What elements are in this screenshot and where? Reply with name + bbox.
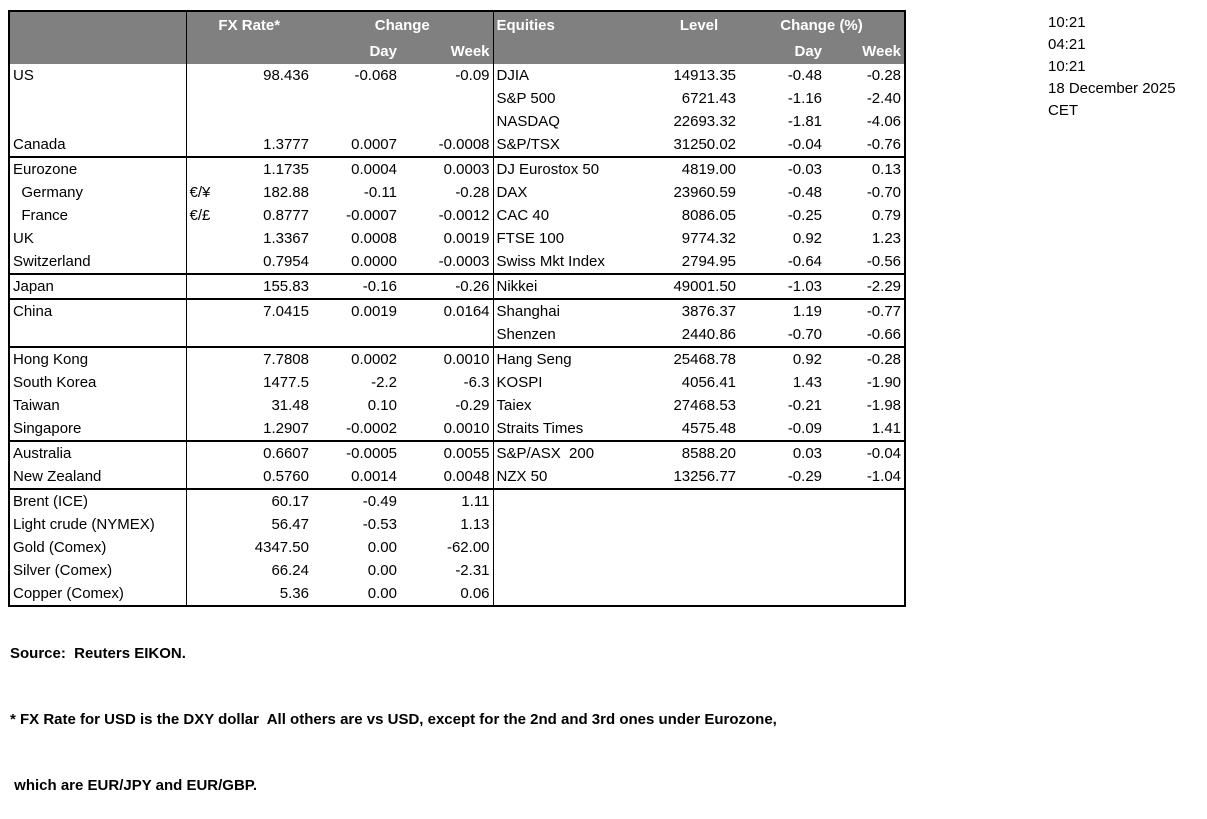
equity-day-change: 0.92	[739, 347, 825, 371]
currency-pair	[186, 250, 226, 274]
equity-day-change: -0.64	[787, 253, 823, 270]
header-corner-blank	[10, 12, 186, 38]
currency-pair	[186, 87, 226, 110]
header-equities: Equities	[493, 12, 659, 38]
equity-level	[659, 513, 739, 536]
equity-name: DAX	[496, 184, 528, 201]
country-label: Copper (Comex)	[10, 582, 186, 605]
fx-rate-value	[226, 323, 312, 347]
equity-day-change: -1.16	[787, 90, 823, 107]
currency-pair	[186, 371, 226, 394]
fx-week-change: 0.0010	[400, 417, 493, 441]
fx-day-change: -0.0002	[346, 420, 397, 437]
currency-pair	[186, 157, 226, 181]
fx-week-change: 0.0003	[400, 157, 493, 181]
equity-week-change	[825, 513, 904, 536]
equity-name	[493, 536, 659, 559]
equity-level: 14913.35	[673, 67, 737, 84]
equity-name: NZX 50	[496, 468, 548, 485]
fx-rate-value: 7.0415	[226, 299, 312, 323]
fx-day-change: -2.2	[371, 374, 397, 391]
fx-rate-value	[226, 87, 312, 110]
equity-level: 6721.43	[681, 90, 737, 107]
equity-name: Taiex	[496, 397, 532, 414]
currency-pair	[186, 299, 226, 323]
fx-rate-value: 0.8777	[263, 207, 309, 224]
equity-name: CAC 40	[496, 207, 550, 224]
header-blank-level	[659, 38, 739, 64]
equity-name: FTSE 100	[496, 230, 565, 247]
equity-level	[659, 489, 739, 513]
table-row	[10, 536, 904, 559]
equity-name: NASDAQ	[496, 113, 560, 130]
equity-level: 31250.02	[673, 136, 737, 153]
table-row	[10, 110, 904, 133]
fx-rate-value: 155.83	[226, 274, 312, 299]
equity-week-change: -1.90	[866, 374, 902, 391]
equity-name	[493, 513, 659, 536]
equity-day-change	[739, 559, 825, 582]
table-row	[10, 347, 904, 371]
equity-level	[659, 536, 739, 559]
equity-name: DJIA	[496, 67, 530, 84]
fx-week-change: -0.0003	[400, 250, 493, 274]
country-label	[10, 87, 186, 110]
equity-week-change: -0.66	[866, 326, 902, 343]
header-blank-label	[10, 38, 186, 64]
equity-day-change: -0.29	[787, 468, 823, 485]
country-label	[10, 110, 186, 133]
fx-rate-value: 1477.5	[263, 374, 309, 391]
header-equity-change-pct: Change (%)	[739, 12, 904, 38]
equity-week-change	[825, 582, 904, 605]
equity-name: S&P 500	[496, 90, 556, 107]
fx-rate-value: 7.7808	[226, 347, 312, 371]
fx-day-change: -0.0005	[312, 441, 400, 465]
country-label: Light crude (NYMEX)	[10, 513, 186, 536]
fx-week-change: -0.09	[400, 64, 493, 87]
country-label: Australia	[10, 441, 186, 465]
table-row	[10, 489, 904, 513]
equity-level: 23960.59	[673, 184, 737, 201]
fx-rate-value: 31.48	[271, 397, 309, 414]
equity-week-change: 1.23	[871, 230, 902, 247]
equity-level: 2440.86	[681, 326, 737, 343]
country-label: Silver (Comex)	[10, 559, 186, 582]
equity-week-change: 0.79	[871, 207, 902, 224]
equity-day-change: 1.43	[792, 374, 823, 391]
currency-pair	[186, 489, 226, 513]
country-label: Hong Kong	[10, 347, 186, 371]
country-label: Gold (Comex)	[10, 536, 186, 559]
equity-day-change: -1.81	[787, 113, 823, 130]
equity-level	[659, 559, 739, 582]
fx-rate-value: 182.88	[263, 184, 309, 201]
fx-week-change: 1.11	[400, 489, 493, 513]
table-header	[10, 12, 904, 64]
table-row	[10, 227, 904, 250]
currency-pair	[186, 110, 226, 133]
table-row	[10, 371, 904, 394]
equity-week-change: -1.98	[866, 397, 902, 414]
fx-day-change: 0.00	[367, 585, 397, 602]
fx-week-change: -6.3	[400, 371, 493, 394]
equity-level: 9774.32	[681, 230, 737, 247]
fx-day-change: -0.11	[363, 184, 397, 201]
source-note: Source: Reuters EIKON.	[10, 645, 186, 662]
country-label: South Korea	[10, 371, 186, 394]
fx-rate-value: 98.436	[263, 67, 309, 84]
header-fx-rate: FX Rate*	[186, 12, 312, 38]
fx-rate-value: 0.7954	[263, 253, 309, 270]
fx-rate-value: 4347.50	[254, 539, 309, 556]
fx-day-change: 0.00	[367, 539, 397, 556]
equity-day-change: -0.03	[739, 157, 825, 181]
currency-pair	[186, 227, 226, 250]
header-fx-day: Day	[312, 38, 400, 64]
equity-week-change: -0.04	[825, 441, 904, 465]
table-row	[10, 323, 904, 347]
table-row	[10, 299, 904, 323]
fx-week-change: 0.0010	[400, 347, 493, 371]
equity-name: Shenzen	[496, 326, 556, 343]
fx-day-change: -0.49	[312, 489, 400, 513]
timestamp-block	[1048, 12, 1176, 122]
equity-day-change: -0.21	[787, 397, 823, 414]
country-label: China	[10, 299, 186, 323]
equity-name: Nikkei	[493, 274, 659, 299]
footer-notes	[10, 599, 777, 819]
country-label: Taiwan	[10, 394, 186, 417]
fx-day-change: 0.0000	[351, 253, 397, 270]
equity-day-change: -1.03	[739, 274, 825, 299]
country-label: Singapore	[10, 417, 186, 441]
table-row	[10, 204, 904, 227]
equity-level: 4575.48	[681, 420, 737, 437]
equity-day-change	[739, 489, 825, 513]
country-label: Brent (ICE)	[10, 489, 186, 513]
table-row	[10, 250, 904, 274]
date-line: 18 December 2025	[1048, 80, 1176, 97]
fx-day-change: 0.0002	[312, 347, 400, 371]
fx-day-change: 0.0007	[351, 136, 397, 153]
equity-level: 22693.32	[673, 113, 737, 130]
equity-name	[493, 559, 659, 582]
fx-rate-value: 1.1735	[226, 157, 312, 181]
country-label: Switzerland	[10, 250, 186, 274]
timezone-line: CET	[1048, 102, 1078, 119]
currency-pair	[186, 513, 226, 536]
currency-pair	[186, 274, 226, 299]
table-row	[10, 513, 904, 536]
equity-level: 8086.05	[681, 207, 737, 224]
header-blank-eq	[493, 38, 659, 64]
fx-day-change: 0.0014	[351, 468, 397, 485]
table-row	[10, 64, 904, 87]
equity-week-change: -4.06	[866, 113, 902, 130]
table-row	[10, 157, 904, 181]
currency-pair	[186, 133, 226, 157]
equity-week-change	[825, 559, 904, 582]
country-label	[10, 323, 186, 347]
fx-week-change: 0.0164	[400, 299, 493, 323]
header-fx-change: Change	[312, 12, 493, 38]
fx-day-change	[312, 323, 400, 347]
fx-day-change: 0.10	[367, 397, 397, 414]
table-row	[10, 133, 904, 157]
fx-day-change: 0.00	[367, 562, 397, 579]
currency-pair	[186, 417, 226, 441]
currency-pair	[186, 465, 226, 489]
fx-day-change: -0.53	[362, 516, 397, 533]
fx-week-change: -0.26	[400, 274, 493, 299]
table-row	[10, 559, 904, 582]
equity-level: 2794.95	[681, 253, 737, 270]
equity-week-change: -0.77	[825, 299, 904, 323]
table-row	[10, 181, 904, 204]
market-data-table	[8, 10, 906, 607]
fx-day-change: -0.16	[312, 274, 400, 299]
fx-week-change: -0.0012	[400, 204, 493, 227]
equity-name: KOSPI	[496, 374, 543, 391]
equity-day-change	[739, 513, 825, 536]
table-row	[10, 87, 904, 110]
equity-name	[493, 489, 659, 513]
fx-rate-value: 0.5760	[263, 468, 309, 485]
fx-day-change: 0.0004	[312, 157, 400, 181]
equity-level: 4056.41	[681, 374, 737, 391]
header-equity-week: Week	[825, 38, 904, 64]
table-row	[10, 441, 904, 465]
header-fx-week: Week	[400, 38, 493, 64]
fx-week-change: 0.0048	[400, 465, 493, 489]
fx-rate-value: 56.47	[271, 516, 309, 533]
table-row	[10, 394, 904, 417]
country-label: Eurozone	[10, 157, 186, 181]
currency-pair	[186, 441, 226, 465]
equity-level: 27468.53	[673, 397, 737, 414]
currency-pair: €/¥	[189, 184, 211, 201]
equity-week-change: -0.56	[866, 253, 902, 270]
country-label: Canada	[10, 133, 186, 157]
equity-day-change: -0.25	[787, 207, 823, 224]
currency-pair	[186, 347, 226, 371]
fx-day-change	[312, 87, 400, 110]
equity-name: S&P/ASX 200	[493, 441, 659, 465]
equity-week-change	[825, 536, 904, 559]
equity-name: Straits Times	[496, 420, 584, 437]
equity-week-change: 1.41	[871, 420, 902, 437]
country-label: Japan	[10, 274, 186, 299]
equity-level: 4819.00	[659, 157, 739, 181]
fx-week-change	[400, 87, 493, 110]
equity-week-change: -2.40	[866, 90, 902, 107]
table-row	[10, 274, 904, 299]
currency-pair	[186, 536, 226, 559]
fx-rate-value: 5.36	[279, 585, 309, 602]
header-equity-day: Day	[739, 38, 825, 64]
equity-day-change: 0.03	[739, 441, 825, 465]
equity-day-change: -0.48	[787, 184, 823, 201]
country-label: Germany	[10, 181, 186, 204]
fx-week-change: -2.31	[400, 559, 493, 582]
fx-day-change: -0.0007	[346, 207, 397, 224]
fx-week-change	[400, 323, 493, 347]
equity-week-change: -1.04	[866, 468, 902, 485]
table-row	[10, 465, 904, 489]
fx-footnote-line-2: which are EUR/JPY and EUR/GBP.	[10, 777, 258, 794]
currency-pair	[186, 559, 226, 582]
equity-day-change: -0.09	[787, 420, 823, 437]
equity-week-change: -0.28	[866, 67, 902, 84]
equity-week-change: -0.70	[866, 184, 902, 201]
equity-name: Swiss Mkt Index	[496, 253, 605, 270]
equity-name: S&P/TSX	[496, 136, 560, 153]
equity-level: 3876.37	[659, 299, 739, 323]
fx-week-change: -0.28	[400, 181, 493, 204]
currency-pair	[186, 323, 226, 347]
country-label: France	[10, 204, 186, 227]
fx-week-change: -62.00	[400, 536, 493, 559]
equity-name: Shanghai	[493, 299, 659, 323]
fx-week-change: -0.0008	[400, 133, 493, 157]
timestamp-line-2: 04:21	[1048, 36, 1086, 53]
header-level: Level	[659, 12, 739, 38]
equity-day-change: -0.48	[787, 67, 823, 84]
fx-week-change: 1.13	[400, 513, 493, 536]
equity-level: 8588.20	[659, 441, 739, 465]
equity-day-change: 0.92	[792, 230, 823, 247]
equity-day-change: 1.19	[739, 299, 825, 323]
equity-week-change: -2.29	[825, 274, 904, 299]
currency-pair	[186, 64, 226, 87]
timestamp-line-3: 10:21	[1048, 58, 1086, 75]
equity-level: 25468.78	[659, 347, 739, 371]
fx-day-change: -0.068	[354, 67, 397, 84]
fx-day-change	[312, 110, 400, 133]
table-row	[10, 417, 904, 441]
table-body	[10, 64, 904, 605]
country-label: UK	[10, 227, 186, 250]
equity-day-change: -0.04	[787, 136, 823, 153]
equity-name: DJ Eurostox 50	[493, 157, 659, 181]
fx-week-change: 0.0019	[400, 227, 493, 250]
fx-rate-value: 0.6607	[226, 441, 312, 465]
fx-week-change: 0.06	[400, 582, 493, 605]
header-blank-fx	[186, 38, 312, 64]
fx-rate-value: 1.2907	[263, 420, 309, 437]
fx-footnote-line-1: * FX Rate for USD is the DXY dollar All others are vs USD, except for the 2nd and 3rd ones under Eurozone,	[10, 711, 777, 728]
fx-week-change	[400, 110, 493, 133]
fx-rate-value: 66.24	[271, 562, 309, 579]
equity-day-change	[739, 536, 825, 559]
equity-week-change	[825, 489, 904, 513]
timestamp-line-1: 10:21	[1048, 14, 1086, 31]
fx-week-change: 0.0055	[400, 441, 493, 465]
currency-pair: €/£	[189, 207, 211, 224]
equity-week-change: -0.28	[825, 347, 904, 371]
fx-rate-value: 1.3367	[263, 230, 309, 247]
equity-day-change: -0.70	[787, 326, 823, 343]
equity-week-change: 0.13	[825, 157, 904, 181]
country-label: New Zealand	[10, 465, 186, 489]
country-label: US	[10, 64, 186, 87]
equity-name: Hang Seng	[493, 347, 659, 371]
equity-week-change: -0.76	[866, 136, 902, 153]
equity-level: 13256.77	[673, 468, 737, 485]
currency-pair	[186, 394, 226, 417]
fx-day-change: 0.0019	[312, 299, 400, 323]
fx-rate-value: 1.3777	[263, 136, 309, 153]
fx-week-change: -0.29	[400, 394, 493, 417]
fx-day-change: 0.0008	[351, 230, 397, 247]
fx-rate-value	[226, 110, 312, 133]
fx-rate-value: 60.17	[226, 489, 312, 513]
equity-level: 49001.50	[659, 274, 739, 299]
